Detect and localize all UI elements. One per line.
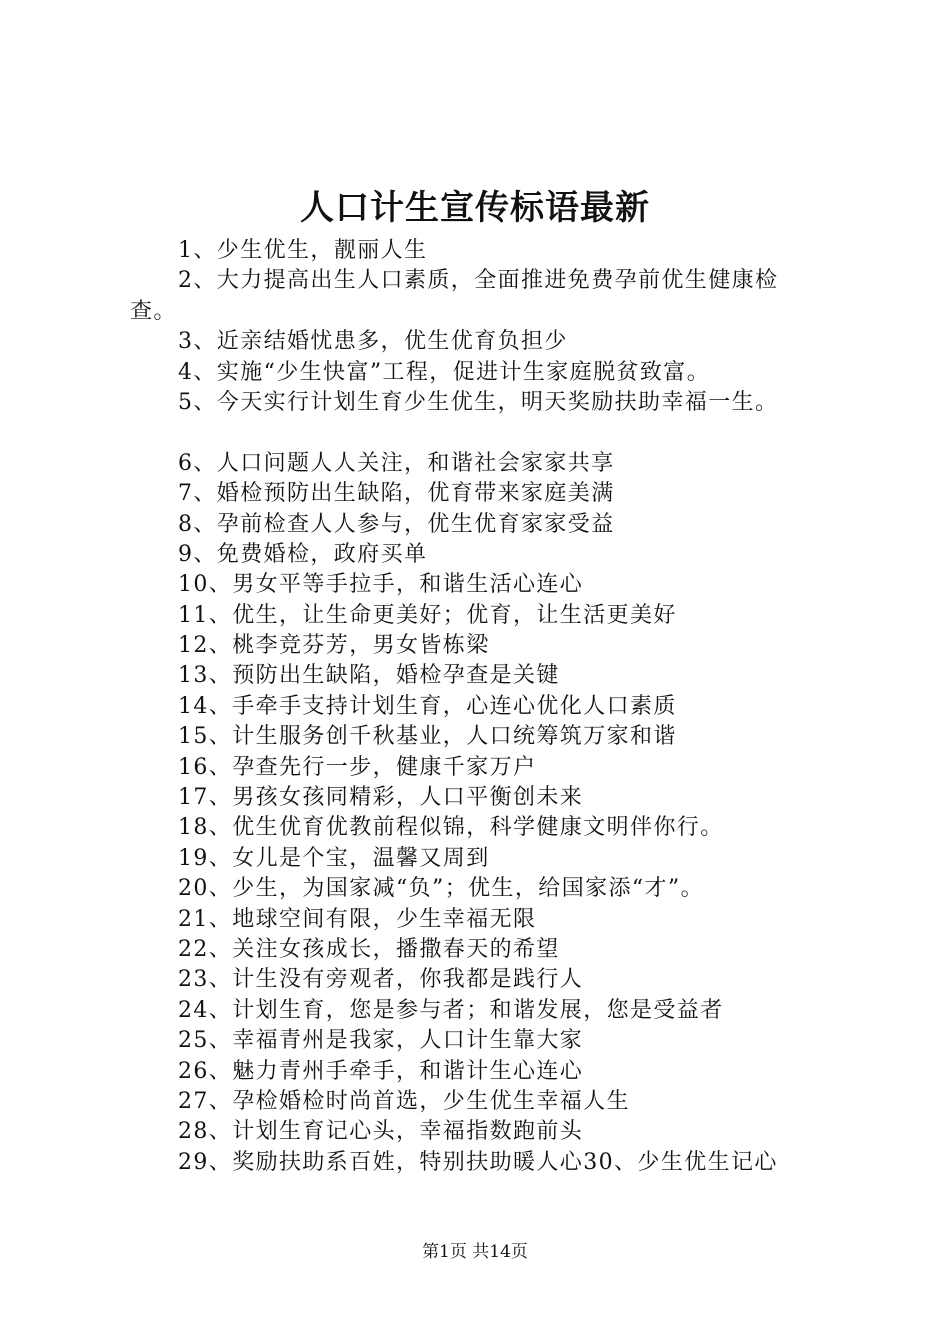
list-item: 19、女儿是个宝，温馨又周到 bbox=[178, 845, 490, 871]
list-item: 5、今天实行计划生育少生优生，明天奖励扶助幸福一生。 bbox=[178, 389, 779, 415]
blank-line bbox=[130, 418, 835, 448]
list-item: 1、少生优生，靓丽人生 bbox=[178, 238, 428, 263]
list-item: 27、孕检婚检时尚首选，少生优生幸福人生 bbox=[178, 1088, 630, 1114]
list-item: 29、奖励扶助系百姓，特别扶助暖人心30、少生优生记心 bbox=[178, 1149, 778, 1175]
list-item: 25、幸福青州是我家，人口计生靠大家 bbox=[178, 1028, 584, 1054]
list-item: 18、优生优育优教前程似锦，科学健康文明伴你行。 bbox=[178, 815, 724, 841]
list-item: 12、桃李竞芬芳，男女皆栋梁 bbox=[178, 633, 490, 659]
list-item: 13、预防出生缺陷，婚检孕查是关键 bbox=[178, 663, 560, 689]
list-item: 6、人口问题人人关注，和谐社会家家共享 bbox=[178, 450, 615, 476]
slogan-list bbox=[130, 236, 835, 1178]
list-item: 8、孕前检查人人参与，优生优育家家受益 bbox=[178, 511, 615, 537]
list-item: 26、魅力青州手牵手，和谐计生心连心 bbox=[178, 1058, 584, 1084]
page-number-footer: 第1页 共14页 bbox=[422, 1242, 528, 1262]
list-item: 17、男孩女孩同精彩，人口平衡创未来 bbox=[178, 785, 584, 811]
list-item: 14、手牵手支持计划生育，心连心优化人口素质 bbox=[178, 693, 677, 719]
list-item-continuation: 查。 bbox=[130, 298, 177, 324]
list-item: 21、地球空间有限，少生幸福无限 bbox=[178, 906, 537, 932]
list-item: 20、少生，为国家减“负”；优生，给国家添“才”。 bbox=[178, 876, 704, 902]
list-item: 2、大力提高出生人口素质，全面推进免费孕前优生健康检 bbox=[178, 268, 779, 294]
list-item: 11、优生，让生命更美好；优育，让生活更美好 bbox=[178, 602, 677, 628]
list-item: 22、关注女孩成长，播撒春天的希望 bbox=[178, 936, 560, 962]
list-item: 16、孕查先行一步，健康千家万户 bbox=[178, 754, 537, 780]
list-item: 7、婚检预防出生缺陷，优育带来家庭美满 bbox=[178, 481, 615, 507]
list-item: 9、免费婚检，政府买单 bbox=[178, 541, 428, 567]
list-item: 23、计生没有旁观者，你我都是践行人 bbox=[178, 967, 584, 993]
list-item: 28、计划生育记心头，幸福指数跑前头 bbox=[178, 1119, 584, 1145]
list-item: 10、男女平等手拉手，和谐生活心连心 bbox=[178, 572, 584, 598]
list-item: 24、计划生育，您是参与者；和谐发展，您是受益者 bbox=[178, 997, 724, 1023]
list-item: 4、实施“少生快富”工程，促进计生家庭脱贫致富。 bbox=[178, 359, 711, 385]
list-item: 3、近亲结婚忧患多，优生优育负担少 bbox=[178, 329, 568, 355]
document-title: 人口计生宣传标语最新 bbox=[300, 188, 650, 228]
list-item: 15、计生服务创千秋基业，人口统筹筑万家和谐 bbox=[178, 724, 677, 750]
